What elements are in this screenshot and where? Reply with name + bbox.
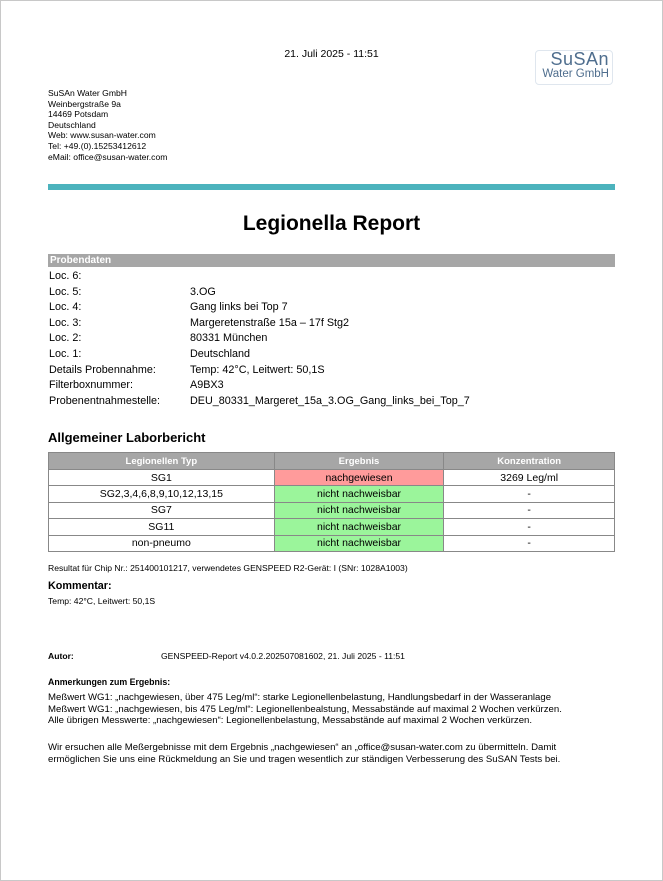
- row-label: Loc. 5:: [49, 285, 82, 298]
- table-row: [49, 347, 470, 363]
- cell-result: nicht nachweisbar: [274, 519, 444, 535]
- notes-heading: Anmerkungen zum Ergebnis:: [48, 677, 171, 687]
- row-value: 80331 München: [190, 332, 268, 345]
- company-logo: [535, 50, 613, 84]
- cell-concentration: -: [444, 535, 615, 551]
- cell-result: nachgewiesen: [274, 470, 444, 486]
- row-label: Loc. 6:: [49, 270, 82, 282]
- comment-text: Temp: 42°C, Leitwert: 50,1S: [48, 596, 156, 606]
- note-line: Meßwert WG1: „nachgewiesen, bis 475 Leg/ml“: Legionellenbealstung, Messabstände auf maximal 2 Wochen verkürzen.: [48, 703, 562, 715]
- cell-type: SG2,3,4,6,8,9,10,12,13,15: [49, 486, 275, 502]
- note-line: Alle übrigen Messwerte: „nachgewiesen“: Legionellenbelastung, Messabstände auf maximal 2 Wochen verkürzen.: [48, 715, 533, 727]
- cell-concentration: -: [444, 486, 615, 502]
- author-label: Autor:: [48, 651, 74, 661]
- row-label: Details Probennahme:: [49, 363, 156, 376]
- comment-heading: Kommentar:: [48, 580, 112, 592]
- report-date: 21. Juli 2025 - 11:51: [284, 48, 379, 60]
- row-value: Temp: 42°C, Leitwert: 50,1S: [190, 363, 325, 376]
- table-row: [49, 394, 470, 410]
- chip-note: Resultat für Chip Nr.: 251400101217, verwendetes GENSPEED R2-Gerät: I (SNr: 1028A1003): [48, 563, 408, 573]
- logo-frame: [535, 50, 613, 85]
- row-label: Loc. 4:: [49, 301, 82, 314]
- header-divider: [48, 184, 615, 190]
- address-street: Weinbergstraße 9a: [48, 98, 121, 109]
- table-row: [49, 316, 470, 332]
- cell-concentration: -: [444, 502, 615, 518]
- column-header-result: Ergebnis: [274, 453, 444, 470]
- row-value: Deutschland: [190, 347, 251, 360]
- row-label: Loc. 2:: [49, 332, 82, 345]
- table-row: [49, 269, 470, 285]
- cell-type: SG7: [49, 502, 275, 518]
- table-row: [49, 285, 470, 301]
- table-header-row: [49, 453, 615, 470]
- cell-type: non-pneumo: [49, 535, 275, 551]
- cell-type: SG11: [49, 519, 275, 535]
- row-label: Loc. 1:: [49, 347, 82, 360]
- table-row: [49, 535, 615, 551]
- cell-concentration: -: [444, 519, 615, 535]
- row-value: DEU_80331_Margeret_15a_3.OG_Gang_links_bei_Top_7: [190, 394, 470, 407]
- logo-sub-text: Water GmbH: [542, 68, 609, 80]
- logo-main-text: SuSAn: [550, 49, 609, 69]
- row-value: Margeretenstraße 15a – 17f Stg2: [190, 316, 350, 329]
- table-row: [49, 519, 615, 535]
- row-value: [190, 269, 470, 285]
- column-header-type: Legionellen Typ: [49, 453, 275, 470]
- row-value: 3.OG: [190, 285, 216, 298]
- table-row: [49, 363, 470, 379]
- report-title: Legionella Report: [242, 212, 421, 235]
- probendaten-table: [49, 269, 470, 409]
- address-tel: Tel: +49.(0).15253412612: [48, 140, 147, 151]
- row-label: Filterboxnummer:: [49, 379, 133, 392]
- table-row: [49, 300, 470, 316]
- address-email: eMail: office@susan-water.com: [48, 151, 168, 162]
- row-label: Loc. 3:: [49, 316, 82, 329]
- cell-result: nicht nachweisbar: [274, 535, 444, 551]
- author-text: GENSPEED-Report v4.0.2.202507081602, 21. Juli 2025 - 11:51: [161, 651, 405, 661]
- table-row: [49, 470, 615, 486]
- cell-concentration: 3269 Leg/ml: [444, 470, 615, 486]
- footer-text: [48, 742, 618, 765]
- row-value: Gang links bei Top 7: [190, 301, 288, 314]
- note-line: Meßwert WG1: „nachgewiesen, über 475 Leg/ml“: starke Legionellenbelastung, Handlungsbedarf in der Wasseranlage: [48, 692, 552, 703]
- table-row: [49, 486, 615, 502]
- row-label: Probenentnahmestelle:: [49, 394, 161, 407]
- table-row: [49, 331, 470, 347]
- address-country: Deutschland: [48, 119, 96, 130]
- cell-type: SG1: [49, 470, 275, 486]
- table-row: [49, 502, 615, 518]
- footer-line: Wir ersuchen alle Meßergebnisse mit dem Ergebnis „nachgewiesen“ an „office@susan-water.com zu übermitteln. Damit: [48, 742, 557, 753]
- table-row: [49, 378, 470, 394]
- address-web: Web: www.susan-water.com: [48, 130, 156, 141]
- notes-list: [48, 692, 618, 727]
- column-header-concentration: Konzentration: [444, 453, 615, 470]
- company-address: [48, 88, 167, 162]
- probendaten-heading: Probendaten: [48, 254, 615, 267]
- lab-report-heading: Allgemeiner Laborbericht: [48, 430, 206, 445]
- row-value: A9BX3: [190, 379, 224, 392]
- footer-line: ermöglichen Sie uns eine Rückmeldung an Sie und tragen wesentlich zur ständigen Verbesserung des SuSAN Tests bei.: [48, 753, 561, 765]
- address-company: SuSAn Water GmbH: [48, 88, 127, 98]
- lab-results-table: [48, 452, 615, 552]
- cell-result: nicht nachweisbar: [274, 486, 444, 502]
- cell-result: nicht nachweisbar: [274, 502, 444, 518]
- address-city: 14469 Potsdam: [48, 109, 109, 120]
